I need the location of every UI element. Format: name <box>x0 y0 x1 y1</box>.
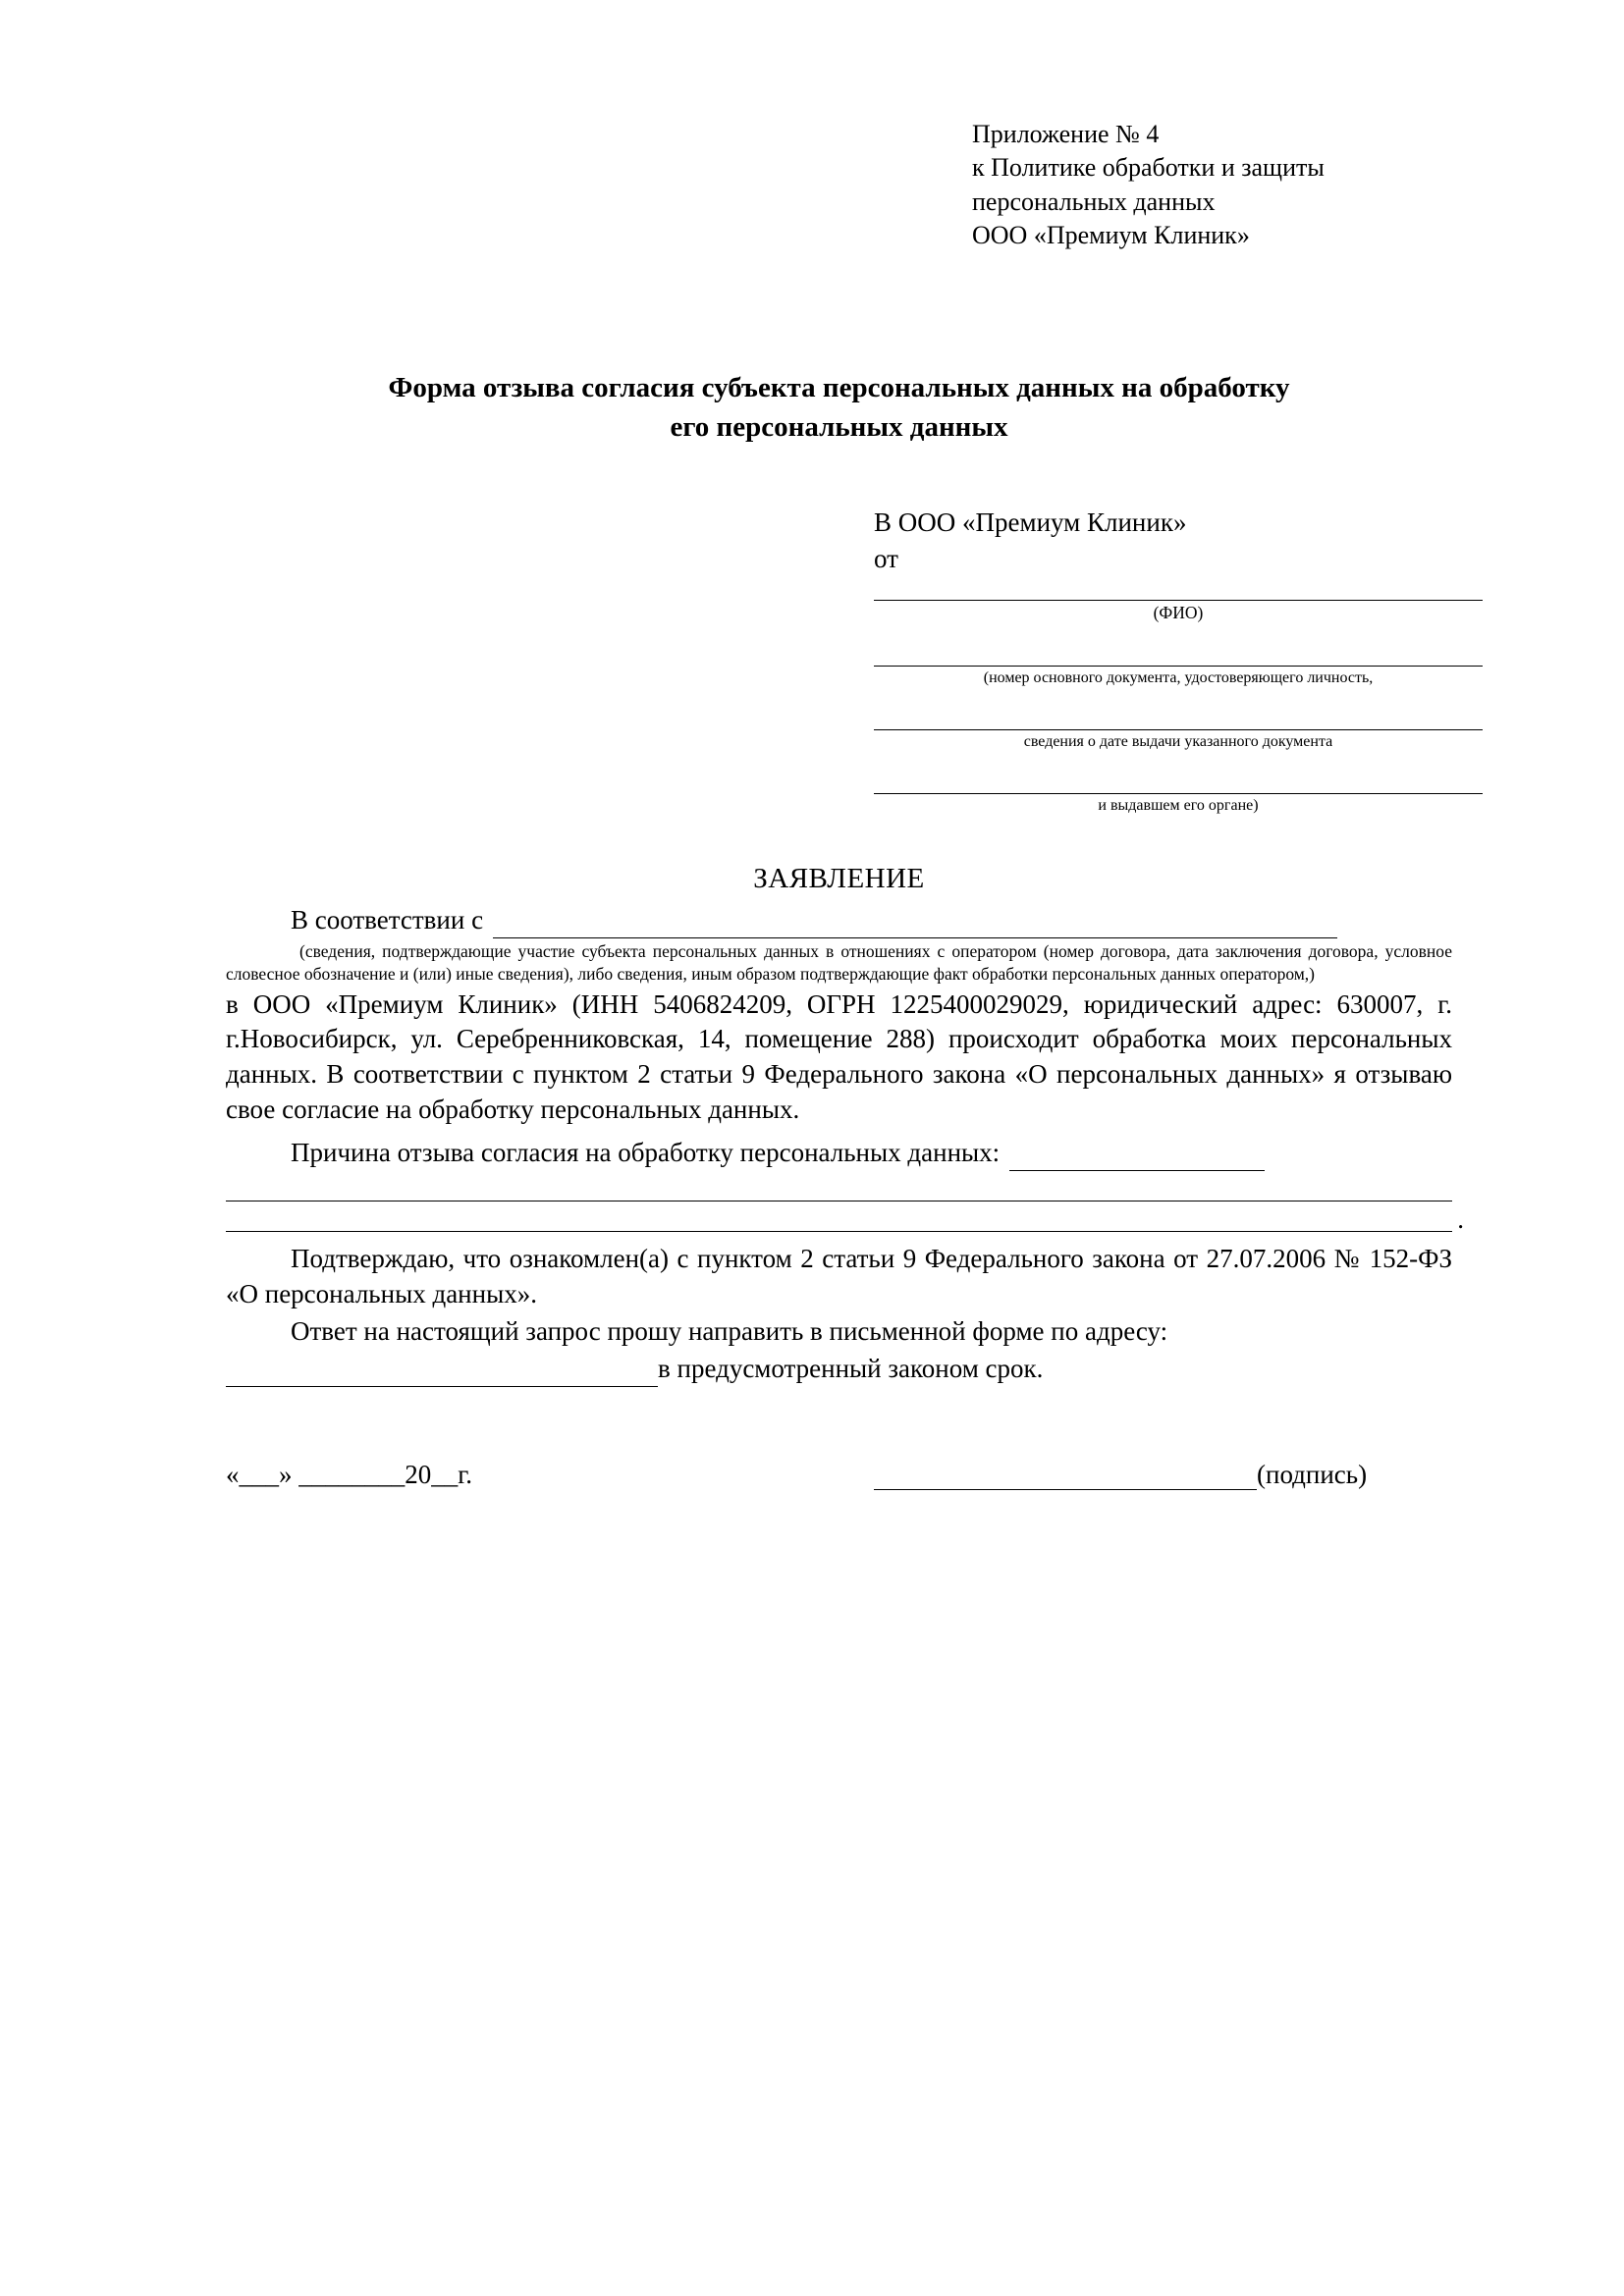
date-field[interactable]: «___» ________20__г. <box>226 1459 473 1489</box>
main-paragraph: в ООО «Премиум Клиник» (ИНН 5406824209, ОГРН 1225400029029, юридический адрес: 630007, г. г.Новосибирск, ул. Серебренниковская, 14, помещение 288) происходит обработка моих персональных данных. В соответствии с пунктом 2 статьи 9 Федерального закона «О персональных данных» я отзываю свое согласие на обработку персональных данных. <box>226 988 1452 1125</box>
reason-period: . <box>1457 1204 1464 1235</box>
statement-heading: ЗАЯВЛЕНИЕ <box>753 863 925 895</box>
in-accordance-note-text: (сведения, подтверждающие участие субъекта персональных данных в отношениях с оператором (номер договора, дата заключения договора, условное словесное обозначение и (или) иные сведения), либо сведения, иным образом подтверждающие факт обработки персональных данных оператором,) <box>226 941 1452 984</box>
fio-input-line[interactable] <box>874 574 1483 601</box>
document-number-input-line[interactable] <box>874 640 1483 667</box>
header-line-2: к Политике обработки и защиты <box>972 153 1325 183</box>
answer-paragraph-text: Ответ на настоящий запрос прошу направить в письменной форме по адресу: <box>291 1315 1168 1346</box>
signature-label: (подпись) <box>1257 1459 1368 1489</box>
in-accordance-label: В соответствии с <box>291 905 484 935</box>
confirm-paragraph <box>226 1242 1452 1312</box>
in-accordance-note <box>226 940 1452 986</box>
addressee-block <box>874 507 1483 816</box>
fio-caption: (ФИО) <box>1153 603 1204 623</box>
addressee-from-label: от <box>874 544 898 574</box>
header-line-3: персональных данных <box>972 187 1216 216</box>
header-line-4: ООО «Премиум Клиник» <box>972 220 1250 249</box>
document-date-input-line[interactable] <box>874 704 1483 730</box>
page-title-line-2: его персональных данных <box>670 411 1008 444</box>
spacer <box>874 688 1483 704</box>
signature-input-line[interactable] <box>874 1466 1257 1490</box>
signature-row <box>226 1460 1452 1490</box>
document-organ-caption: и выдавшем его органе) <box>1098 797 1259 815</box>
reason-label: Причина отзыва согласия на обработку персональных данных: <box>291 1138 1001 1168</box>
answer-paragraph-tail: в предусмотренный законом срок. <box>658 1353 1044 1383</box>
answer-paragraph <box>226 1314 1452 1350</box>
reason-input-line-1[interactable] <box>1009 1147 1265 1171</box>
confirm-paragraph-text: Подтверждаю, что ознакомлен(а) с пунктом 2 статьи 9 Федерального закона от 27.07.2006 № 152-ФЗ «О персональных данных». <box>226 1244 1452 1308</box>
answer-address-input-line[interactable] <box>226 1362 658 1387</box>
reason-input-line-3[interactable] <box>226 1201 1464 1235</box>
document-number-caption: (номер основного документа, удостоверяющего личность, <box>983 669 1374 687</box>
document-organ-input-line[interactable] <box>874 768 1483 794</box>
in-accordance-row <box>226 903 1452 938</box>
in-accordance-input-line[interactable] <box>493 914 1337 938</box>
answer-address-row <box>226 1352 1452 1387</box>
spacer <box>874 624 1483 640</box>
document-date-caption: сведения о дате выдачи указанного документа <box>1023 733 1333 751</box>
header-block <box>972 118 1452 252</box>
signature-field <box>874 1460 1452 1490</box>
spacer <box>874 752 1483 768</box>
addressee-organization: В ООО «Премиум Клиник» <box>874 507 1187 538</box>
page-title-line-1: Форма отзыва согласия субъекта персональных данных на обработку <box>388 372 1290 404</box>
header-line-1: Приложение № 4 <box>972 120 1160 148</box>
reason-input-line-2[interactable] <box>226 1171 1452 1201</box>
reason-row <box>226 1136 1452 1171</box>
page-title <box>226 368 1452 447</box>
